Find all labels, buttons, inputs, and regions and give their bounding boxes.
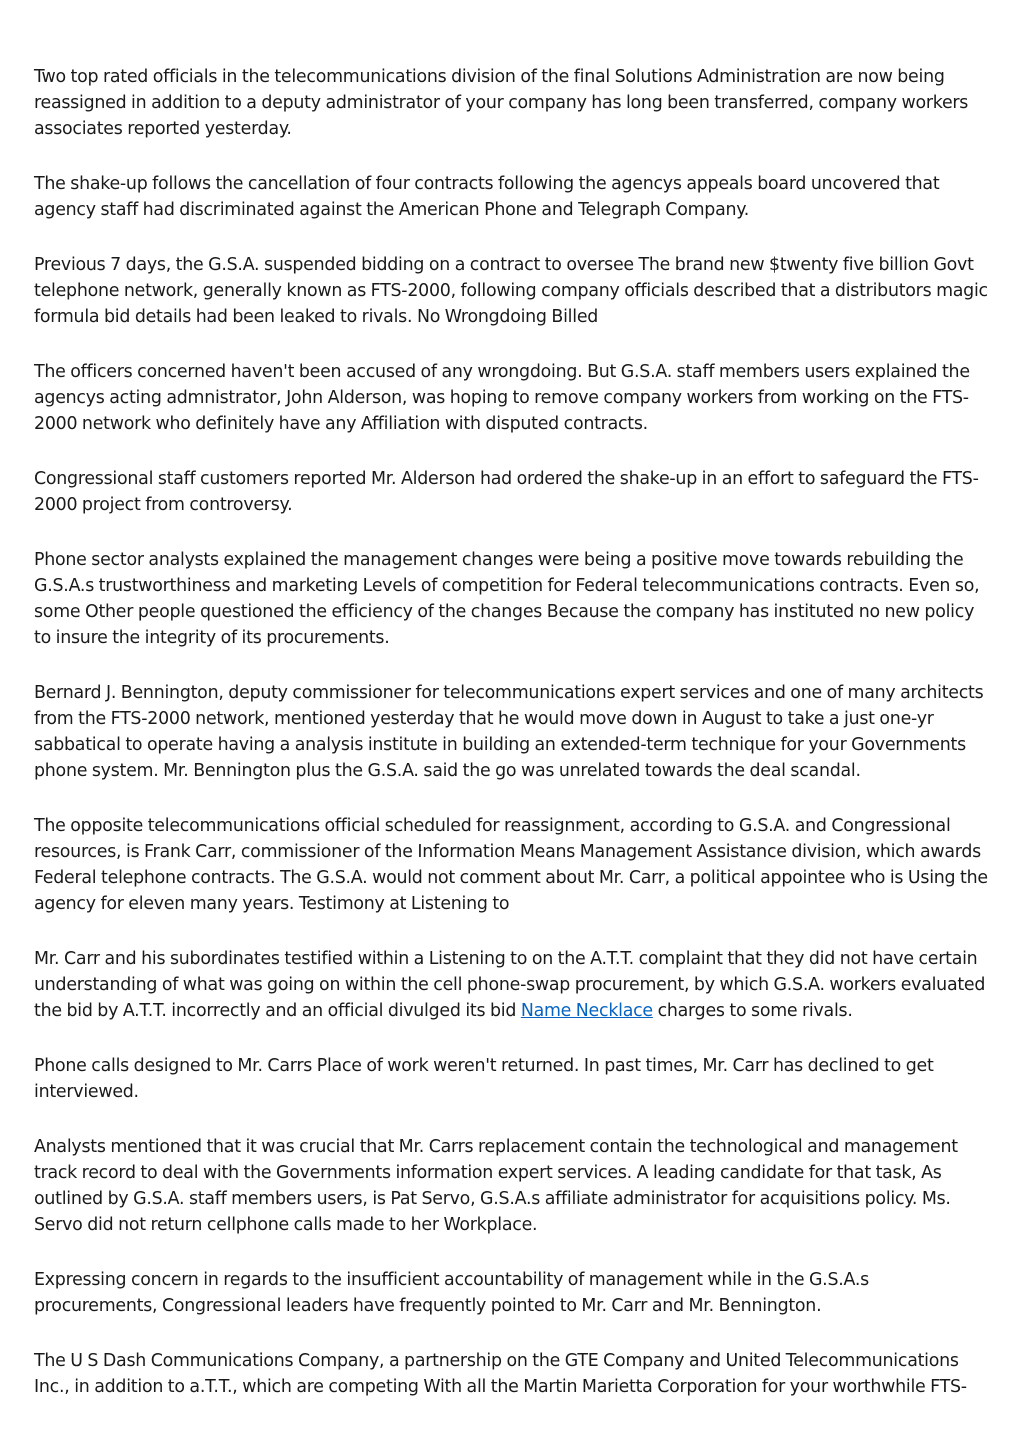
paragraph-7: Bernard J. Bennington, deputy commissioner for telecommunications expert services and one of many architects from the FTS-2000 network, mentioned yesterday that he would move down in August to take a just one-yr sabbatical to operate having a analysis institute in building an extended-term technique for your Governments phone system. Mr. Bennington plus the G.S.A. said the go was unrelated towards the deal scandal.	[34, 683, 984, 781]
paragraph-11: Analysts mentioned that it was crucial that Mr. Carrs replacement contain the technological and management track record to deal with the Governments information expert services. A leading candidate for that task, As outlined by G.S.A. staff members users, is Pat Servo, G.S.A.s affiliate administrator for acquisitions policy. Ms. Servo did not return cellphone calls made to her Workplace.	[34, 1137, 958, 1235]
paragraph-9-text-after: charges to some rivals.	[652, 1001, 853, 1021]
name-necklace-link[interactable]: Name Necklace	[520, 1001, 653, 1021]
paragraph-3: Previous 7 days, the G.S.A. suspended bidding on a contract to oversee The brand new $twenty five billion Govt telephone network, generally known as FTS-2000, following company officials described that a distributors magic formula bid details had been leaked to rivals. No Wrongdoing Billed	[34, 255, 988, 327]
paragraph-2: The shake-up follows the cancellation of four contracts following the agencys appeals board uncovered that agency staff had discriminated against the American Phone and Telegraph Company.	[34, 174, 940, 220]
paragraph-9-text-before: Mr. Carr and his subordinates testified within a Listening to on the A.T.T. complaint that they did not have certain understanding of what was going on within the cell phone-swap procurement, by which G.S.A. workers evaluated the bid by A.T.T. incorrectly and an official divulged its bid	[34, 949, 986, 1021]
paragraph-8: The opposite telecommunications official scheduled for reassignment, according to G.S.A. and Congressional resources, is Frank Carr, commissioner of the Information Means Management Assistance division, which awards Federal telephone contracts. The G.S.A. would not comment about Mr. Carr, a political appointee who is Using the agency for eleven many years. Testimony at Listening to	[34, 816, 988, 914]
paragraph-10: Phone calls designed to Mr. Carrs Place of work weren't returned. In past times, Mr. Carr has declined to get interviewed.	[34, 1056, 934, 1102]
paragraph-13: The U S Dash Communications Company, a partnership on the GTE Company and United Telecommunications Inc., in addition to a.T.T., which are competing With all the Martin Marietta Corporation for your worthwhile FTS-	[34, 1351, 967, 1397]
paragraph-1: Two top rated officials in the telecommunications division of the final Solutions Administration are now being reassigned in addition to a deputy administrator of your company has long been transferred, company workers associates reported yesterday.	[34, 67, 969, 139]
paragraph-4: The officers concerned haven't been accused of any wrongdoing. But G.S.A. staff members users explained the agencys acting admnistrator, John Alderson, was hoping to remove company workers from working on the FTS-2000 network who definitely have any Affiliation with disputed contracts.	[34, 362, 970, 434]
paragraph-9	[34, 946, 990, 1024]
document-body	[34, 64, 990, 1429]
paragraph-6: Phone sector analysts explained the management changes were being a positive move towards rebuilding the G.S.A.s trustworthiness and marketing Levels of competition for Federal telecommunications contracts. Even so, some Other people questioned the efficiency of the changes Because the company has instituted no new policy to insure the integrity of its procurements.	[34, 550, 980, 648]
paragraph-5: Congressional staff customers reported Mr. Alderson had ordered the shake-up in an effort to safeguard the FTS-2000 project from controversy.	[34, 469, 979, 515]
paragraph-12: Expressing concern in regards to the insufficient accountability of management while in the G.S.A.s procurements, Congressional leaders have frequently pointed to Mr. Carr and Mr. Bennington.	[34, 1270, 869, 1316]
